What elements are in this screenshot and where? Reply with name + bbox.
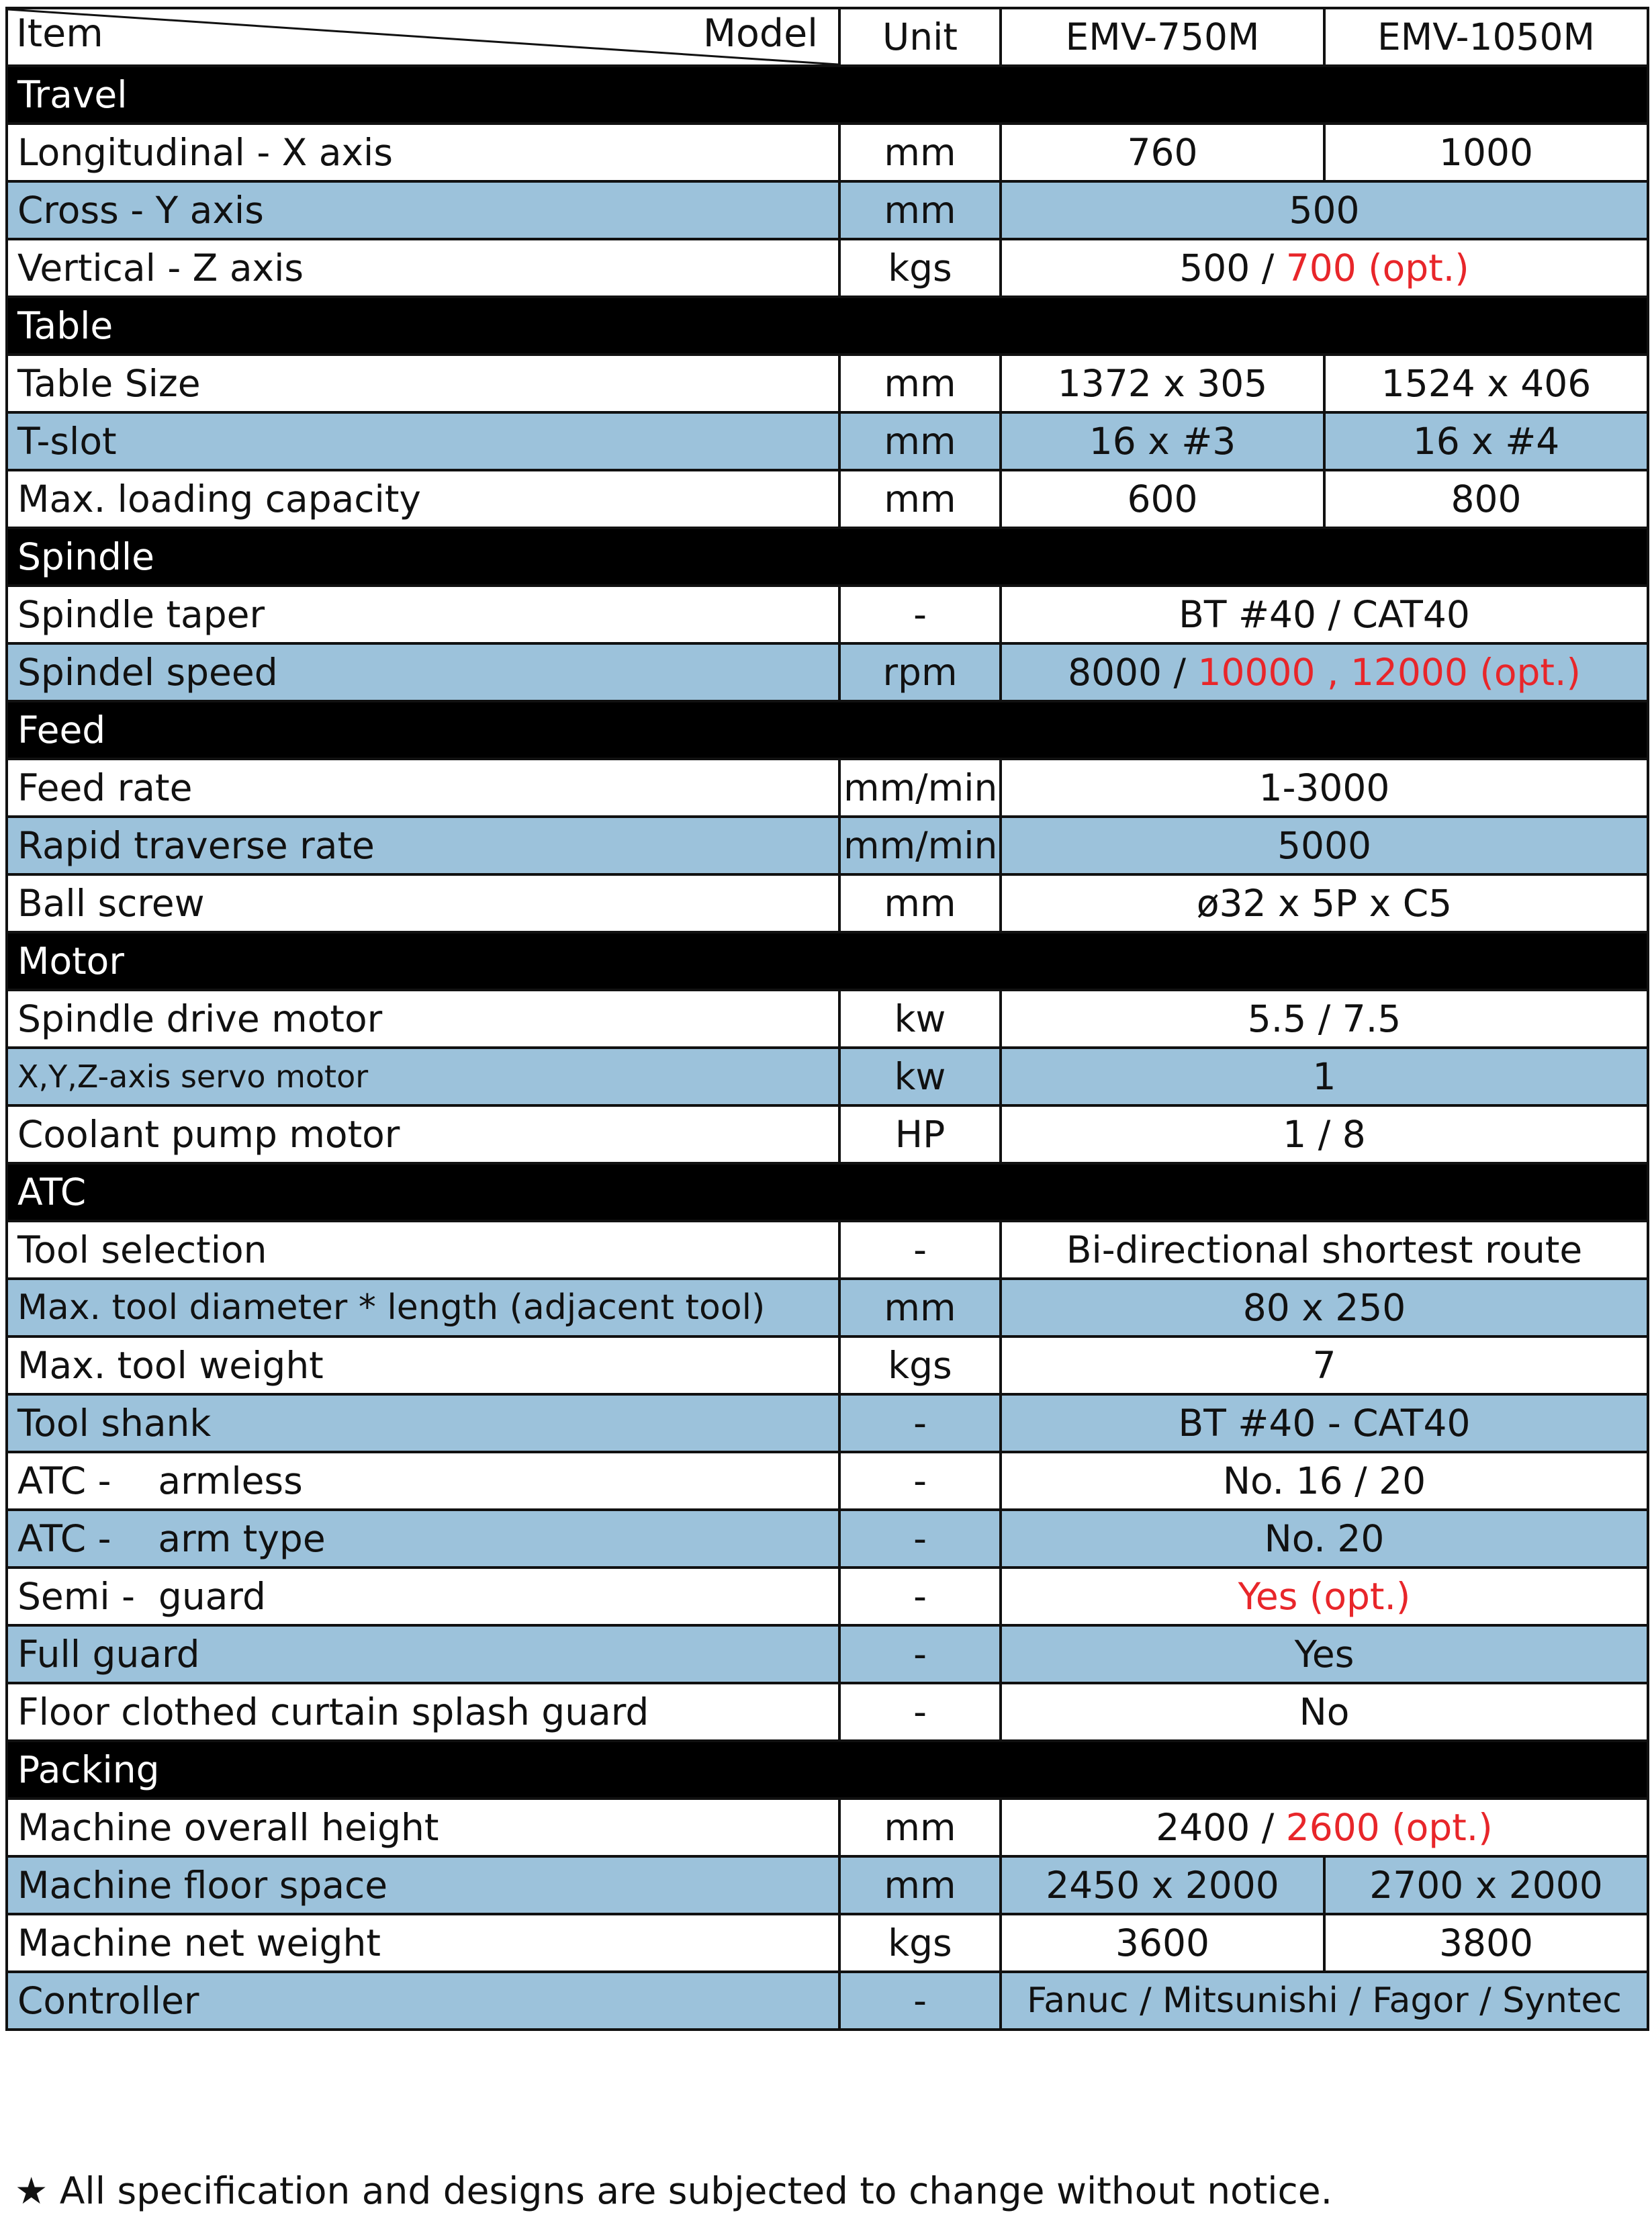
table-row	[7, 1336, 1648, 1394]
value-shared: Bi-directional shortest route	[1001, 1221, 1648, 1279]
section-table	[7, 297, 1648, 355]
model-header: Model	[702, 11, 818, 56]
row-unit: kgs	[839, 1914, 1001, 1972]
table-row	[7, 990, 1648, 1048]
row-label: Cross - Y axis	[7, 181, 839, 239]
value-shared: 1-3000	[1001, 759, 1648, 817]
value-optional: Yes (opt.)	[1001, 1568, 1648, 1625]
row-unit: -	[839, 1510, 1001, 1568]
row-label: Max. tool weight	[7, 1336, 839, 1394]
row-label: Semi - guard	[7, 1568, 839, 1625]
section-title: Table	[7, 297, 1648, 355]
value-emv-750m: 760	[1001, 124, 1324, 181]
value-emv-1050m: 1000	[1324, 124, 1648, 181]
row-unit: mm	[839, 355, 1001, 412]
row-unit: mm	[839, 1279, 1001, 1336]
row-unit: -	[839, 1625, 1001, 1683]
row-unit: kgs	[839, 1336, 1001, 1394]
value-shared	[1001, 1799, 1648, 1856]
table-row	[7, 1048, 1648, 1105]
value-standard: 8000 /	[1068, 650, 1198, 694]
row-unit: kgs	[839, 239, 1001, 297]
row-label: Rapid traverse rate	[7, 817, 839, 874]
section-packing	[7, 1741, 1648, 1799]
row-unit: -	[839, 1683, 1001, 1741]
value-emv-750m: 3600	[1001, 1914, 1324, 1972]
row-label: Ball screw	[7, 874, 839, 932]
row-unit: kw	[839, 1048, 1001, 1105]
row-label: Machine floor space	[7, 1856, 839, 1914]
value-shared: No. 20	[1001, 1510, 1648, 1568]
row-unit: -	[839, 586, 1001, 643]
value-optional: 10000 , 12000 (opt.)	[1197, 650, 1581, 694]
row-label: Full guard	[7, 1625, 839, 1683]
value-shared: No	[1001, 1683, 1648, 1741]
table-row	[7, 586, 1648, 643]
value-emv-750m: 16 x #3	[1001, 412, 1324, 470]
row-label: Coolant pump motor	[7, 1105, 839, 1163]
row-label: Spindel speed	[7, 643, 839, 701]
value-emv-750m: 1372 x 305	[1001, 355, 1324, 412]
row-label: Controller	[7, 1972, 839, 2030]
value-shared: Fanuc / Mitsunishi / Fagor / Syntec	[1001, 1972, 1648, 2030]
unit-header: Unit	[839, 8, 1001, 66]
item-header: Item	[16, 11, 103, 56]
section-feed	[7, 701, 1648, 759]
value-standard: 500 /	[1179, 246, 1286, 289]
section-title: Feed	[7, 701, 1648, 759]
item-model-header-cell	[7, 8, 839, 66]
value-emv-1050m: 800	[1324, 470, 1648, 528]
row-label: Longitudinal - X axis	[7, 124, 839, 181]
table-row	[7, 1394, 1648, 1452]
value-shared	[1001, 643, 1648, 701]
row-unit: mm	[839, 470, 1001, 528]
table-row	[7, 874, 1648, 932]
value-shared: ø32 x 5P x C5	[1001, 874, 1648, 932]
row-unit: kw	[839, 990, 1001, 1048]
row-unit: mm	[839, 412, 1001, 470]
table-row	[7, 817, 1648, 874]
table-row	[7, 1105, 1648, 1163]
row-unit: mm	[839, 874, 1001, 932]
table-row	[7, 1510, 1648, 1568]
row-unit: HP	[839, 1105, 1001, 1163]
section-title: ATC	[7, 1163, 1648, 1221]
row-unit: rpm	[839, 643, 1001, 701]
value-shared: BT #40 - CAT40	[1001, 1394, 1648, 1452]
table-row	[7, 1568, 1648, 1625]
row-unit: -	[839, 1394, 1001, 1452]
row-label: Max. loading capacity	[7, 470, 839, 528]
table-row	[7, 1625, 1648, 1683]
section-title: Travel	[7, 66, 1648, 124]
value-standard: 2400 /	[1156, 1805, 1286, 1849]
model-emv-750m-header: EMV-750M	[1001, 8, 1324, 66]
row-label: ATC - arm type	[7, 1510, 839, 1568]
row-label: ATC - armless	[7, 1452, 839, 1510]
value-emv-1050m: 16 x #4	[1324, 412, 1648, 470]
spec-table	[5, 7, 1649, 2031]
value-emv-1050m: 1524 x 406	[1324, 355, 1648, 412]
row-label: Table Size	[7, 355, 839, 412]
table-row	[7, 412, 1648, 470]
value-optional: 2600 (opt.)	[1285, 1805, 1493, 1849]
section-atc	[7, 1163, 1648, 1221]
model-emv-1050m-header: EMV-1050M	[1324, 8, 1648, 66]
row-unit: mm/min	[839, 817, 1001, 874]
table-row	[7, 759, 1648, 817]
value-emv-1050m: 3800	[1324, 1914, 1648, 1972]
table-row	[7, 239, 1648, 297]
table-row	[7, 643, 1648, 701]
value-shared: 5000	[1001, 817, 1648, 874]
row-unit: -	[839, 1452, 1001, 1510]
row-unit: mm	[839, 181, 1001, 239]
row-label: Machine net weight	[7, 1914, 839, 1972]
table-row	[7, 124, 1648, 181]
row-label: Spindle drive motor	[7, 990, 839, 1048]
row-label: X,Y,Z-axis servo motor	[7, 1048, 839, 1105]
section-travel	[7, 66, 1648, 124]
row-unit: -	[839, 1972, 1001, 2030]
table-row	[7, 1914, 1648, 1972]
row-unit: -	[839, 1568, 1001, 1625]
row-unit: mm	[839, 1856, 1001, 1914]
table-row	[7, 181, 1648, 239]
footnote: ★ All specification and designs are subjected to change without notice.	[15, 2169, 1333, 2212]
table-row	[7, 1972, 1648, 2030]
section-motor	[7, 932, 1648, 990]
value-emv-750m: 2450 x 2000	[1001, 1856, 1324, 1914]
header-row	[7, 8, 1648, 66]
row-label: Feed rate	[7, 759, 839, 817]
row-label: Max. tool diameter * length (adjacent tool)	[7, 1279, 839, 1336]
section-title: Motor	[7, 932, 1648, 990]
table-row	[7, 1221, 1648, 1279]
row-unit: mm/min	[839, 759, 1001, 817]
row-label: T-slot	[7, 412, 839, 470]
row-label: Tool selection	[7, 1221, 839, 1279]
table-row	[7, 1799, 1648, 1856]
row-unit: mm	[839, 124, 1001, 181]
table-row	[7, 470, 1648, 528]
table-row	[7, 1279, 1648, 1336]
value-shared	[1001, 239, 1648, 297]
value-shared: BT #40 / CAT40	[1001, 586, 1648, 643]
value-shared: 80 x 250	[1001, 1279, 1648, 1336]
value-shared: 5.5 / 7.5	[1001, 990, 1648, 1048]
row-label: Floor clothed curtain splash guard	[7, 1683, 839, 1741]
row-label: Spindle taper	[7, 586, 839, 643]
value-shared: 7	[1001, 1336, 1648, 1394]
row-label: Tool shank	[7, 1394, 839, 1452]
row-unit: mm	[839, 1799, 1001, 1856]
value-shared: 1 / 8	[1001, 1105, 1648, 1163]
value-shared: 1	[1001, 1048, 1648, 1105]
table-row	[7, 1683, 1648, 1741]
value-shared: 500	[1001, 181, 1648, 239]
value-emv-1050m: 2700 x 2000	[1324, 1856, 1648, 1914]
table-row	[7, 1452, 1648, 1510]
value-optional: 700 (opt.)	[1285, 246, 1469, 289]
row-label: Machine overall height	[7, 1799, 839, 1856]
row-label: Vertical - Z axis	[7, 239, 839, 297]
value-emv-750m: 600	[1001, 470, 1324, 528]
value-shared: No. 16 / 20	[1001, 1452, 1648, 1510]
section-title: Spindle	[7, 528, 1648, 586]
table-row	[7, 355, 1648, 412]
section-spindle	[7, 528, 1648, 586]
value-shared: Yes	[1001, 1625, 1648, 1683]
row-unit: -	[839, 1221, 1001, 1279]
section-title: Packing	[7, 1741, 1648, 1799]
table-row	[7, 1856, 1648, 1914]
